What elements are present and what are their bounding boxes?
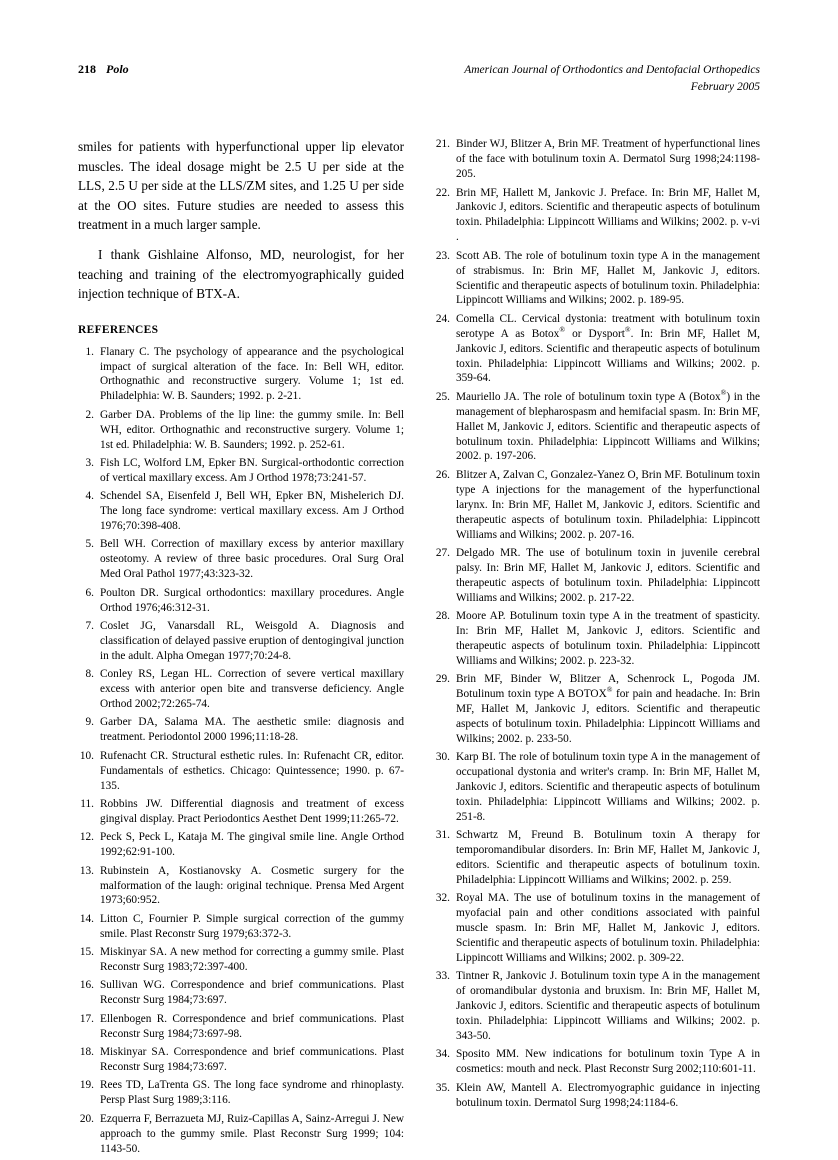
reference-text: Flanary C. The psychology of appearance and the psychological impact of surgical alteration of the face. In: Bell WH, editor. Orthognathic and reconstructive surgery. Volume 1; 1st ed. Philadelphia: W. B. Saunders; 1992. p. 2-21. (100, 345, 404, 403)
reference-text: Garber DA. Problems of the lip line: the gummy smile. In: Bell WH, editor. Orthognathic and reconstructive surgery. Volume 1; 1st ed. Philadelphia: W. B. Saunders; 1992. p. 252-61. (100, 408, 404, 451)
reference-item (434, 312, 760, 387)
reference-number: 11. (80, 797, 94, 810)
reference-item (434, 1081, 760, 1111)
reference-item (78, 345, 404, 405)
reference-item (434, 468, 760, 543)
journal-title: American Journal of Orthodontics and Dentofacial Orthopedics (464, 64, 760, 76)
reference-item (434, 891, 760, 966)
reference-number: 29. (435, 673, 450, 686)
reference-number: 10. (79, 749, 94, 762)
reference-item (434, 546, 760, 606)
reference-text: Ezquerra F, Berrazueta MJ, Ruiz-Capillas A, Sainz-Arregui J. New approach to the gummy smile. Plast Reconstr Surg 1999; 104: 1143-50. (100, 1112, 404, 1155)
reference-number: 6. (85, 586, 94, 599)
reference-number: 2. (85, 408, 94, 421)
reference-text: Delgado MR. The use of botulinum toxin in juvenile cerebral palsy. In: Brin MF, Hallet M, Jankovic J, editors. Scientific and therapeutic aspects of botulinum toxin. Philadelphia: Lippincott Williams and Wilkins; 2002. p. 217-22. (456, 546, 760, 604)
reference-item (434, 390, 760, 465)
reference-list-left (78, 345, 404, 1157)
reference-number: 12. (79, 831, 94, 844)
reference-text: Mauriello JA. The role of botulinum toxin type A (Botox®) in the management of blepharospasm and hemifacial spasm. In: Brin MF, Hallet M, Jankovic J, editors. Scientific and therapeutic aspects of botulinum toxin. Philadelphia: Lippincott Williams and Wilkins; 2002. p. 197-206. (456, 388, 761, 463)
reference-number: 25. (435, 390, 450, 403)
reference-number: 4. (85, 490, 94, 503)
reference-item (434, 750, 760, 825)
reference-number: 20. (79, 1112, 94, 1125)
reference-number: 23. (435, 249, 450, 262)
reference-item (434, 137, 760, 182)
reference-number: 35. (435, 1081, 450, 1094)
reference-text: Litton C, Fournier P. Simple surgical correction of the gummy smile. Plast Reconstr Surg 1979;63:372-3. (100, 912, 404, 940)
references-heading: REFERENCES (78, 323, 159, 336)
reference-text: Fish LC, Wolford LM, Epker BN. Surgical-orthodontic correction of vertical maxillary excess. Am J Orthod 1978;73:241-57. (100, 456, 404, 484)
running-author: Polo (106, 62, 129, 76)
reference-number: 9. (85, 716, 94, 729)
reference-item (78, 1045, 404, 1075)
reference-item (78, 945, 404, 975)
reference-item (78, 830, 404, 860)
reference-item (78, 1078, 404, 1108)
reference-number: 13. (79, 864, 94, 877)
reference-number: 15. (79, 946, 94, 959)
reference-item (434, 1047, 760, 1077)
running-head-left (78, 62, 129, 77)
reference-item (78, 912, 404, 942)
reference-number: 32. (435, 892, 450, 905)
reference-number: 24. (435, 312, 450, 325)
reference-number: 26. (435, 468, 450, 481)
reference-number: 27. (435, 546, 450, 559)
reference-text: Comella CL. Cervical dystonia: treatment with botulinum toxin serotype A as Botox® or Dysport®. In: Brin MF, Hallet M, Jankovic J, editors. Scientific and therapeutic aspects of botulinum toxin. Philadelphia: Lippincott Williams and Wilkins; 2002. p. 359-64. (456, 312, 760, 385)
reference-item (434, 249, 760, 309)
reference-text: Schendel SA, Eisenfeld J, Bell WH, Epker BN, Mishelerich DJ. The long face syndrome: vertical maxillary excess. Am J Orthod 1976;70:398-408. (100, 490, 404, 533)
running-head-right (464, 62, 760, 95)
reference-text: Moore AP. Botulinum toxin type A in the treatment of spasticity. In: Brin MF, Hallet M, Jankovic J, editors. Scientific and therapeutic aspects of botulinum toxin. Philadelphia: Lippincott Williams and Wilkins; 2002. p. 223-32. (456, 610, 760, 667)
reference-item (78, 864, 404, 909)
reference-text: Robbins JW. Differential diagnosis and treatment of excess gingival display. Pract Periodontics Aesthet Dent 1999;11:265-72. (100, 797, 404, 825)
reference-number: 22. (435, 186, 450, 199)
reference-text: Binder WJ, Blitzer A, Brin MF. Treatment of hyperfunctional lines of the face with botulinum toxin A. Dermatol Surg 1998;24:1198-205. (456, 138, 760, 181)
reference-item (78, 489, 404, 534)
reference-item (78, 1112, 404, 1157)
reference-number: 16. (79, 979, 94, 992)
reference-text: Royal MA. The use of botulinum toxins in the management of myofacial pain and other conditions associated with painful muscle spasm. In: Brin MF, Hallet M, Jankovic J, editors. Scientific and therapeutic aspects of botulinum toxin. Philadelphia: Lippincott Williams and Wilkins; 2002. p. 309-22. (456, 892, 760, 964)
reference-number: 1. (85, 345, 94, 358)
reference-text: Rufenacht CR. Structural esthetic rules. In: Rufenacht CR, editor. Fundamentals of esthetics. Chicago: Quintessence; 1990. p. 67-135. (100, 749, 404, 792)
reference-number: 30. (435, 751, 450, 764)
reference-number: 8. (85, 668, 94, 681)
reference-text: Rubinstein A, Kostianovsky A. Cosmetic surgery for the malformation of the laugh: original technique. Prensa Med Argent 1973;60:952. (100, 864, 404, 907)
reference-item (78, 797, 404, 827)
reference-text: Garber DA, Salama MA. The aesthetic smile: diagnosis and treatment. Periodontol 2000 1996;11:18-28. (100, 716, 404, 744)
reference-list-right (434, 137, 760, 1110)
reference-text: Peck S, Peck L, Kataja M. The gingival smile line. Angle Orthod 1992;62:91-100. (100, 831, 404, 859)
reference-text: Miskinyar SA. Correspondence and brief communications. Plast Reconstr Surg 1984;73:697. (100, 1046, 404, 1073)
reference-item (78, 619, 404, 664)
reference-item (78, 456, 404, 486)
reference-text: Coslet JG, Vanarsdall RL, Weisgold A. Diagnosis and classification of delayed passive eruption of dentogingival junction in the adult. Alpha Omegan 1977;70:24-8. (100, 620, 404, 662)
reference-item (78, 978, 404, 1008)
reference-number: 28. (435, 610, 450, 623)
acknowledgment-paragraph: I thank Gishlaine Alfonso, MD, neurologist, for her teaching and training of the electromyographically guided injection technique of BTX-A. (78, 247, 404, 302)
reference-text: Miskinyar SA. A new method for correcting a gummy smile. Plast Reconstr Surg 1983;72:397-400. (100, 946, 404, 974)
reference-number: 33. (435, 970, 450, 983)
reference-item (78, 408, 404, 453)
reference-item (434, 969, 760, 1044)
right-column (434, 137, 760, 1160)
reference-number: 19. (79, 1079, 94, 1092)
reference-number: 31. (435, 829, 450, 842)
reference-text: Karp BI. The role of botulinum toxin type A in the management of occupational dystonia and writer's cramp. In: Brin MF, Hallet M, Jankovic J, editors. Scientific and therapeutic aspects of botulinum toxin. Philadelphia: Lippincott Williams and Wilkins; 2002. p. 251-8. (456, 751, 760, 823)
reference-number: 17. (79, 1012, 94, 1025)
reference-text: Rees TD, LaTrenta GS. The long face syndrome and rhinoplasty. Persp Plast Surg 1989;3:116. (100, 1079, 404, 1107)
reference-text: Sullivan WG. Correspondence and brief communications. Plast Reconstr Surg 1984;73:697. (100, 979, 404, 1007)
reference-text: Conley RS, Legan HL. Correction of severe vertical maxillary excess with anterior open bite and transverse deficiency. Angle Orthod 2002;72:265-74. (100, 668, 404, 711)
reference-item (78, 537, 404, 582)
running-head (78, 62, 760, 95)
reference-text: Klein AW, Mantell A. Electromyographic guidance in injecting botulinum toxin. Dermatol Surg 1998;24:1184-6. (456, 1081, 760, 1109)
reference-item (78, 667, 404, 712)
reference-item (78, 715, 404, 745)
reference-item (434, 186, 760, 246)
reference-text: Brin MF, Hallett M, Jankovic J. Preface. In: Brin MF, Hallet M, Jankovic J, editors. Scientific and therapeutic aspects of botulinum toxin. Philadelphia: Lippincott Williams and Wilkins; 2002. p. v-vi . (456, 186, 760, 244)
reference-number: 5. (85, 538, 94, 551)
reference-item (78, 586, 404, 616)
reference-text: Poulton DR. Surgical orthodontics: maxillary procedures. Angle Orthod 1976;46:312-31. (100, 586, 404, 614)
reference-number: 18. (79, 1046, 94, 1059)
reference-number: 3. (85, 456, 94, 469)
page-number: 218 (78, 62, 96, 76)
reference-text: Bell WH. Correction of maxillary excess by anterior maxillary osteotomy. A review of three basic procedures. Oral Surg Oral Med Oral Pathol 1977;43:323-32. (100, 538, 404, 581)
reference-text: Scott AB. The role of botulinum toxin type A in the management of strabismus. In: Brin MF, Hallet M, Jankovic J, editors. Scientific and therapeutic aspects of botulinum toxin. Philadelphia: Lippincott Williams and Wilkins; 2002. p. 189-95. (456, 249, 760, 307)
reference-item (78, 1012, 404, 1042)
two-column-body (78, 137, 760, 1160)
reference-text: Brin MF, Binder W, Blitzer A, Schenrock L, Pogoda JM. Botulinum toxin type A BOTOX® for pain and headache. In: Brin MF, Hallet M, Jankovic J, editors. Scientific and therapeutic aspects of botulinum toxin. Philadelphia: Lippincott Williams and Wilkins; 2002. p. 233-50. (456, 673, 760, 745)
issue-date: February 2005 (690, 80, 760, 93)
reference-number: 7. (85, 620, 94, 632)
body-paragraph-continued: smiles for patients with hyperfunctional upper lip elevator muscles. The ideal dosage might be 2.5 U per side at the LLS, 2.5 U per side at the LLS/ZM sites, and 1.25 U per side at the OO sites. Future studies are needed to assess this treatment in a much larger sample. (78, 139, 404, 232)
reference-text: Tintner R, Jankovic J. Botulinum toxin type A in the management of oromandibular dystonia and bruxism. In: Brin MF, Hallet M, Jankovic J, editors. Scientific and therapeutic aspects of botulinum toxin. Philadelphia: Lippincott Williams and Wilkins; 2002. p. 343-50. (456, 970, 760, 1042)
reference-number: 34. (435, 1048, 450, 1061)
reference-item (434, 828, 760, 888)
left-column (78, 137, 404, 1160)
reference-item (78, 749, 404, 794)
reference-text: Blitzer A, Zalvan C, Gonzalez-Yanez O, Brin MF. Botulinum toxin type A injections for the management of the hyperfunctional larynx. In: Brin MF, Hallet M, Jankovic J, editors. Scientific and therapeutic aspects of botulinum toxin. Philadelphia: Lippincott Williams and Wilkins; 2002. p. 207-16. (456, 468, 760, 541)
reference-item (434, 609, 760, 669)
reference-number: 21. (435, 138, 450, 151)
reference-text: Ellenbogen R. Correspondence and brief communications. Plast Reconstr Surg 1984;73:697-98. (100, 1012, 404, 1040)
reference-text: Schwartz M, Freund B. Botulinum toxin A therapy for temporomandibular disorders. In: Brin MF, Hallet M, Jankovic J, editors. Scientific and therapeutic aspects of botulinum toxin. Philadelphia: Lippincott Williams and Wilkins; 2002. p. 259. (456, 829, 760, 886)
reference-number: 14. (79, 912, 94, 925)
reference-text: Sposito MM. New indications for botulinum toxin Type A in cosmetics: mouth and neck. Plast Reconstr Surg 2002;110:601-11. (456, 1048, 760, 1076)
reference-item (434, 672, 760, 747)
